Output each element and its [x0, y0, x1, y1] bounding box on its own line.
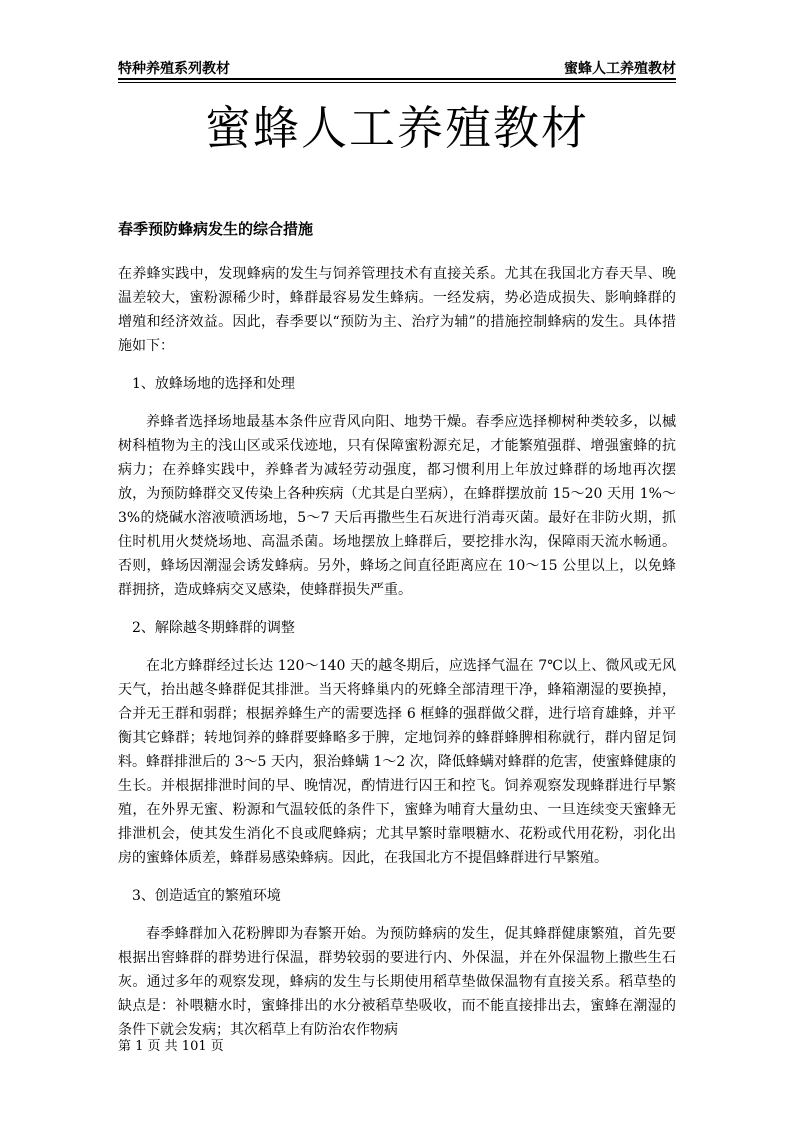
- subheading-breeding-environment: 3、创造适宜的繁殖环境: [132, 888, 281, 904]
- subheading-site-selection: 1、放蜂场地的选择和处理: [132, 376, 295, 392]
- paragraph-overwintering-adjustment: 在北方蜂群经过长达 120～140 天的越冬期后，应选择气温在 7℃以上、微风或无风天气，抬出越冬蜂群促其排泄。当天将蜂巢内的死蜂全部清理干净，蜂箱潮湿的要换掉，合并无王群和弱群；根据养蜂生产的需要选择 6 框蜂的强群做父群，进行培育雄蜂，并平衡其它蜂群；转地饲养的蜂群要蜂略多于脾，定地饲养的蜂群蜂脾相称就行，群内留足饲料。蜂群排泄后的 3～5 天内，狠治蜂螨 1～2 次，降低蜂螨对蜂群的危害，使蜜蜂健康的生长。并根据排泄时间的早、晚情况，酌情进行囚王和控飞。饲养观察发现蜂群进行早繁殖，在外界无蜜、粉源和气温较低的条件下，蜜蜂为哺育大量幼虫、一旦连续变天蜜蜂无排泄机会，使其发生消化不良或爬蜂病；尤其早繁时靠喂糖水、花粉或代用花粉，羽化出房的蜜蜂体质差，蜂群易感染蜂病。因此，在我国北方不提倡蜂群进行早繁殖。: [118, 658, 676, 866]
- document-body: [118, 217, 676, 1042]
- page-number-footer: 第 1 页 共 101 页: [118, 1039, 224, 1054]
- paragraph-breeding-environment: 春季蜂群加入花粉脾即为春繁开始。为预防蜂病的发生，促其蜂群健康繁殖，首先要根据出窖蜂群的群势进行保温，群势较弱的要进行内、外保温，并在外保温物上撒些生石灰。通过多年的观察发现，蜂病的发生与长期使用稻草垫做保温物有直接关系。稻草垫的缺点是：补喂糖水时，蜜蜂排出的水分被稻草垫吸收，而不能直接排出去，蜜蜂在潮湿的条件下就会发病；其次稻草上有防治农作物病: [118, 926, 676, 1038]
- paragraph-site-selection: 养蜂者选择场地最基本条件应背风向阳、地势干燥。春季应选择柳树种类较多，以槭树科植物为主的浅山区或采伐迹地，只有保障蜜粉源充足，才能繁殖强群、增强蜜蜂的抗病力；在养蜂实践中，养蜂者为减轻劳动强度，都习惯利用上年放过蜂群的场地再次摆放，为预防蜂群交叉传染上各种疾病（尤其是白垩病），在蜂群摆放前 15～20 天用 1%～3%的烧碱水溶液喷洒场地，5～7 天后再撒些生石灰进行消毒灭菌。最好在非防火期，抓住时机用火焚烧场地、高温杀菌。场地摆放上蜂群后，要挖排水沟，保障雨天流水畅通。否则，蜂场因潮湿会诱发蜂病。另外，蜂场之间直径距离应在 10～15 公里以上，以免蜂群拥挤，造成蜂病交叉感染，使蜂群损失严重。: [118, 414, 676, 598]
- header-rule-thin: [118, 82, 676, 83]
- section-heading: 春季预防蜂病发生的综合措施: [118, 220, 314, 238]
- intro-paragraph: 在养蜂实践中，发现蜂病的发生与饲养管理技术有直接关系。尤其在我国北方春天旱、晚温差较大，蜜粉源稀少时，蜂群最容易发生蜂病。一经发病，势必造成损失、影响蜂群的增殖和经济效益。因此，春季要以“预防为主、治疗为辅”的措施控制蜂病的发生。具体措施如下：: [118, 266, 676, 354]
- header-right-text: 蜜蜂人工养殖教材: [564, 61, 676, 77]
- header-left-text: 特种养殖系列教材: [118, 61, 230, 77]
- subheading-overwintering-adjustment: 2、解除越冬期蜂群的调整: [132, 620, 295, 636]
- page-header: [118, 56, 676, 78]
- header-rule: [118, 78, 676, 80]
- document-title: 蜜蜂人工养殖教材: [205, 101, 589, 155]
